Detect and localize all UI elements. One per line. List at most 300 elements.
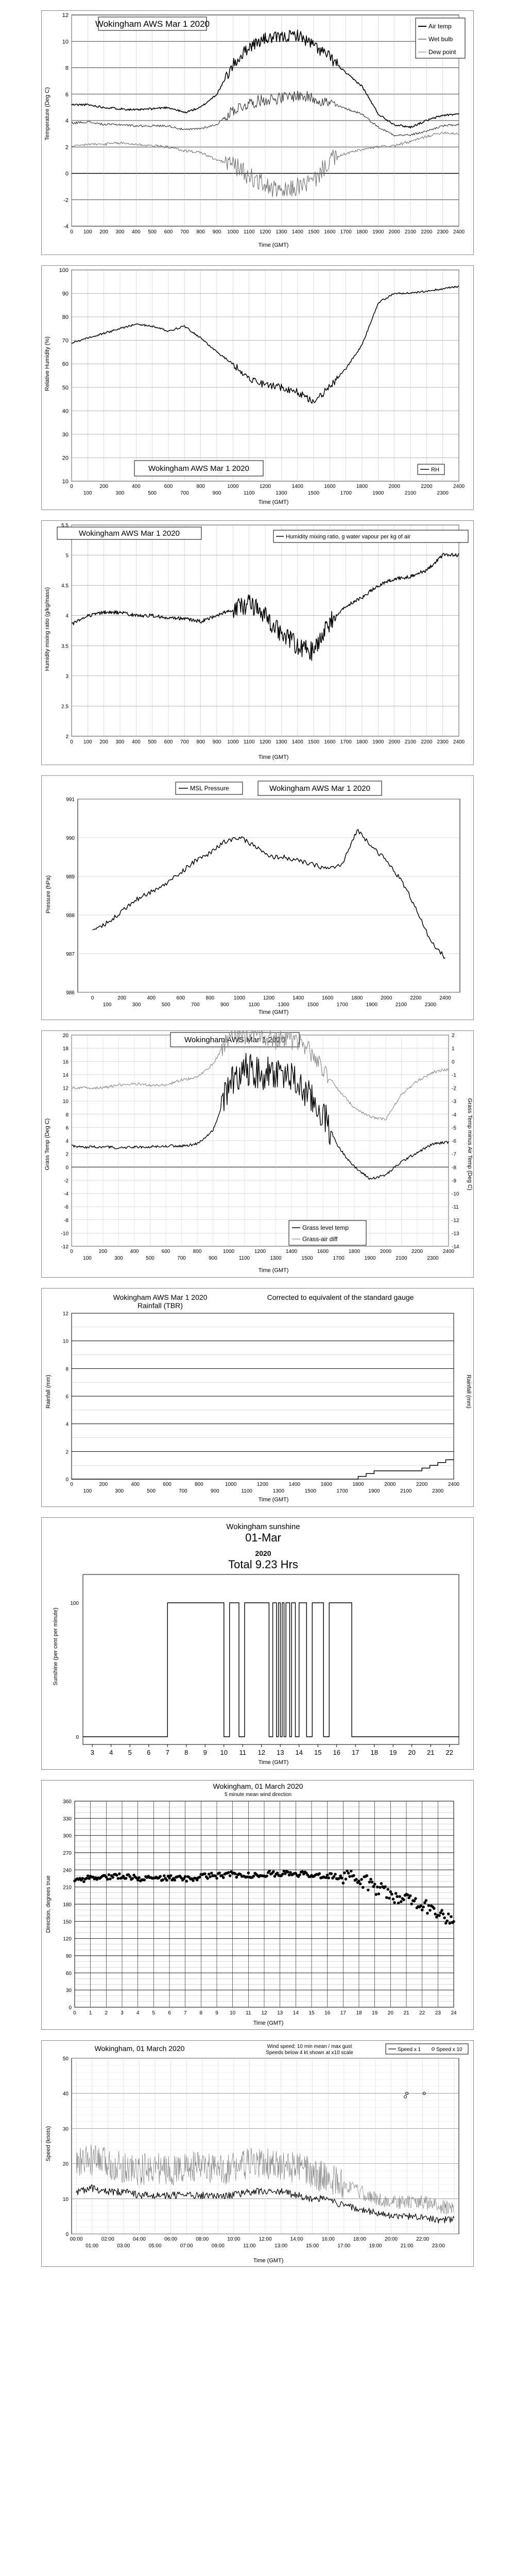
x-tick-label: 500	[147, 1488, 156, 1494]
direction-point	[428, 1909, 432, 1912]
x-tick-label: 2400	[453, 229, 465, 235]
x-tick-label: 1000	[227, 229, 239, 235]
direction-point	[371, 1880, 374, 1884]
sunshine-total: Total 9.23 Hrs	[228, 1558, 298, 1571]
x-tick-label: 1700	[340, 229, 352, 235]
legend-label-speed-x1: Speed x 1	[398, 2047, 421, 2053]
mixing-ratio-chart	[42, 521, 473, 765]
x-tick-label: 1300	[276, 229, 287, 235]
x-tick-label: 200	[99, 739, 109, 745]
x-tick-label: 9	[203, 1749, 207, 1756]
direction-point	[377, 1892, 381, 1895]
direction-point	[409, 1894, 412, 1897]
x-tick-label: 1600	[324, 484, 336, 489]
x-tick-label: 1600	[320, 1482, 332, 1487]
x-tick-label: 800	[205, 995, 215, 1001]
x-tick-label: 500	[148, 490, 157, 496]
y-tick-label: 30	[62, 431, 68, 438]
x-tick-label: 1600	[324, 229, 336, 235]
x-tick-label: 1400	[292, 995, 304, 1001]
direction-point	[421, 1908, 424, 1911]
x-tick-label: 12	[258, 1749, 265, 1756]
direction-point	[165, 1879, 168, 1882]
direction-point	[385, 1896, 388, 1899]
y-tick-label: -6	[64, 1205, 68, 1211]
x-tick-label: 23	[435, 2010, 441, 2016]
x-tick-label: 200	[117, 995, 126, 1001]
x-tick-label: 20	[387, 2010, 393, 2016]
y2-tick-label: -13	[452, 1231, 459, 1237]
y-tick-label: 20	[62, 1033, 68, 1039]
x-tick-label: 1800	[351, 995, 363, 1001]
x-tick-label: 1800	[352, 1482, 364, 1487]
y-tick-label: 30	[62, 2126, 68, 2132]
direction-point	[384, 1885, 387, 1888]
legend-label-rh: RH	[431, 467, 439, 473]
x-tick-label: 02:00	[101, 2236, 114, 2242]
x-tick-label: 1600	[317, 1249, 329, 1255]
x-tick-label: 2300	[437, 490, 449, 496]
x-tick-label: 2200	[411, 1249, 423, 1255]
y-tick-label: 270	[63, 1851, 72, 1856]
direction-point	[324, 1876, 328, 1879]
x-tick-label: 1100	[243, 739, 255, 745]
x-tick-label: 100	[83, 1488, 92, 1494]
direction-point	[215, 1877, 218, 1880]
chart-title: Wokingham AWS Mar 1 2020	[79, 529, 180, 538]
x-tick-label: 21:00	[400, 2243, 414, 2249]
y-tick-label: 0	[65, 2232, 68, 2238]
y-tick-label: 991	[66, 797, 75, 803]
x-tick-label: 100	[83, 490, 92, 496]
x-tick-label: 5	[152, 2010, 156, 2016]
x-axis-label: Time (GMT)	[253, 2020, 284, 2026]
y2-tick-label: -6	[452, 1139, 456, 1144]
x-tick-label: 01:00	[85, 2243, 99, 2249]
y-axis-label: Humidity mixing ratio (g/kg/mass)	[44, 587, 50, 671]
y-tick-label: 16	[62, 1059, 68, 1065]
y2-tick-label: -9	[452, 1178, 456, 1184]
x-tick-label: 1300	[270, 1256, 282, 1261]
x-tick-label: 4	[136, 2010, 140, 2016]
x-tick-label: 400	[131, 739, 141, 745]
x-tick-label: 1500	[307, 229, 320, 235]
direction-point	[360, 1878, 363, 1881]
y-tick-label: 4	[65, 1139, 68, 1144]
x-tick-label: 15	[308, 2010, 315, 2016]
direction-point	[206, 1877, 209, 1880]
x-tick-label: 19:00	[369, 2243, 382, 2249]
x-tick-label: 1400	[291, 484, 303, 489]
y-tick-label: 40	[62, 408, 68, 415]
x-tick-label: 900	[210, 1488, 219, 1494]
x-tick-label: 200	[98, 1249, 108, 1255]
legend	[289, 1221, 366, 1245]
x-tick-label: 2000	[388, 739, 400, 745]
x-tick-label: 800	[194, 1482, 203, 1487]
x-tick-label: 1500	[307, 490, 320, 496]
chart-subtitle-line2: Speeds below 4 kt shown at x10 scale	[266, 2050, 353, 2056]
x-tick-label: 20:00	[385, 2236, 398, 2242]
direction-point	[234, 1872, 237, 1875]
x-tick-label: 19	[389, 1749, 397, 1756]
x-tick-label: 1000	[233, 995, 246, 1001]
x-tick-label: 1500	[301, 1256, 313, 1261]
y-tick-label: 2	[65, 1151, 68, 1158]
y-axis-label: Rainfall (mm)	[45, 1375, 52, 1409]
x-tick-label: 600	[164, 484, 173, 489]
direction-point	[209, 1875, 212, 1878]
y-tick-label: 8	[65, 1366, 68, 1372]
legend-label-grass-temp: Grass level temp	[302, 1224, 349, 1231]
direction-point	[367, 1889, 370, 1892]
direction-point	[247, 1872, 250, 1875]
y-tick-label: 300	[63, 1833, 72, 1839]
x-tick-label: 300	[115, 490, 125, 496]
y-tick-label: 8	[65, 1112, 68, 1118]
direction-point	[330, 1872, 333, 1875]
direction-point	[390, 1893, 393, 1896]
x-tick-label: 900	[209, 1256, 217, 1261]
y-tick-label: 80	[62, 314, 68, 321]
direction-point	[340, 1877, 344, 1880]
x-tick-label: 7	[183, 2010, 187, 2016]
x-tick-label: 2300	[432, 1488, 444, 1494]
legend	[273, 530, 468, 543]
x-tick-label: 200	[99, 1482, 108, 1487]
x-tick-label: 2400	[453, 484, 465, 489]
x-tick-label: 18:00	[353, 2236, 366, 2242]
x-tick-label: 1500	[304, 1488, 316, 1494]
x-tick-label: 0	[70, 739, 73, 745]
x-tick-label: 1100	[238, 1256, 250, 1261]
x-tick-label: 600	[161, 1249, 170, 1255]
direction-point	[422, 1906, 425, 1909]
direction-point	[115, 1874, 118, 1877]
x-tick-label: 2000	[380, 1249, 392, 1255]
y-tick-label: -8	[64, 1217, 68, 1224]
x-tick-label: 1900	[368, 1488, 380, 1494]
y2-tick-label: -10	[452, 1191, 459, 1197]
x-tick-label: 1200	[259, 739, 271, 745]
y-axis-label: Temperature (Deg C)	[44, 87, 50, 141]
x-tick-label: 600	[164, 739, 173, 745]
chart-title: Wokingham AWS Mar 1 2020	[269, 784, 370, 793]
direction-point	[414, 1897, 417, 1900]
x-tick-label: 21	[403, 2010, 409, 2016]
y-tick-label: 0	[65, 1165, 68, 1171]
y-tick-label: 988	[66, 913, 75, 919]
x-tick-label: 1700	[336, 1488, 348, 1494]
y-tick-label: 18	[62, 1046, 68, 1052]
x-tick-label: 100	[83, 739, 92, 745]
x-tick-label: 10	[230, 2010, 236, 2016]
direction-point	[203, 1872, 207, 1875]
x-tick-label: 2000	[388, 484, 400, 489]
direction-point	[440, 1909, 443, 1912]
direction-point	[389, 1890, 392, 1893]
x-tick-label: 300	[115, 229, 125, 235]
y-tick-label: 4.5	[61, 583, 68, 589]
x-tick-label: 100	[102, 1002, 112, 1008]
direction-point	[288, 1874, 291, 1877]
direction-point	[192, 1879, 195, 1882]
direction-point	[138, 1876, 141, 1879]
y-tick-label: 330	[63, 1816, 72, 1822]
direction-point	[235, 1876, 238, 1879]
x-tick-label: 3	[90, 1749, 94, 1756]
x-tick-label: 14:00	[290, 2236, 303, 2242]
direction-point	[338, 1877, 341, 1880]
x-tick-label: 800	[193, 1249, 202, 1255]
legend	[416, 18, 465, 58]
y-tick-label: 0	[65, 171, 68, 177]
x-tick-label: 1700	[340, 490, 352, 496]
x-tick-label: 1700	[340, 739, 352, 745]
correction-note: Corrected to equivalent of the standard gauge	[267, 1293, 414, 1301]
y-tick-label: 30	[65, 1988, 72, 1994]
x-tick-label: 200	[99, 484, 109, 489]
y-tick-label: 10	[62, 39, 68, 45]
x-tick-label: 1200	[254, 1249, 266, 1255]
pressure-chart-panel	[41, 775, 474, 1020]
x-tick-label: 1300	[276, 739, 287, 745]
chart-subtitle: Rainfall (TBR)	[138, 1301, 183, 1310]
y-tick-label: 12	[62, 1311, 68, 1317]
direction-point	[169, 1874, 173, 1877]
y-axis-label: Pressure (hPa)	[45, 875, 52, 913]
direction-point	[185, 1880, 188, 1883]
direction-point	[109, 1877, 112, 1880]
direction-point	[125, 1877, 128, 1880]
x-tick-label: 500	[148, 229, 157, 235]
x-tick-label: 9	[215, 2010, 218, 2016]
x-tick-label: 2400	[448, 1482, 460, 1487]
x-tick-label: 1400	[285, 1249, 298, 1255]
y-tick-label: -4	[63, 224, 68, 230]
x-axis-label: Time (GMT)	[258, 242, 289, 248]
x-tick-label: 18	[370, 1749, 378, 1756]
x-tick-label: 12	[261, 2010, 267, 2016]
direction-point	[334, 1873, 337, 1876]
legend-label-dew-point: Dew point	[428, 48, 456, 56]
x-tick-label: 2100	[404, 490, 417, 496]
x-tick-label: 3	[121, 2010, 124, 2016]
direction-point	[342, 1882, 345, 1885]
y2-tick-label: -12	[452, 1217, 459, 1224]
chart-title: Wokingham sunshine	[226, 1522, 300, 1531]
wind-direction-chart-panel	[41, 1780, 474, 2030]
y-tick-label: 3	[65, 673, 68, 680]
x-tick-label: 13	[277, 2010, 283, 2016]
direction-point	[118, 1872, 121, 1875]
y-tick-label: 987	[66, 952, 75, 957]
x-tick-label: 2	[105, 2010, 108, 2016]
plot-frame	[83, 1574, 459, 1744]
direction-point	[198, 1876, 201, 1879]
x-tick-label: 12:00	[259, 2236, 272, 2242]
x-tick-label: 700	[191, 1002, 200, 1008]
x-tick-label: 14	[295, 1749, 303, 1756]
plot-frame	[78, 799, 460, 992]
x-tick-label: 16	[324, 2010, 331, 2016]
y2-tick-label: -2	[452, 1086, 456, 1092]
x-tick-label: 300	[114, 1256, 123, 1261]
direction-point	[210, 1872, 213, 1875]
y-tick-label: 60	[65, 1971, 72, 1977]
x-tick-label: 1500	[307, 1002, 319, 1008]
y-tick-label: 10	[62, 1099, 68, 1105]
x-tick-label: 22:00	[416, 2236, 430, 2242]
direction-point	[326, 1874, 329, 1877]
chart-plot-area	[78, 799, 460, 992]
x-tick-label: 1900	[372, 229, 384, 235]
x-tick-label: 17:00	[337, 2243, 351, 2249]
x-axis-label: Time (GMT)	[258, 1759, 289, 1766]
y-tick-label: 0	[76, 1735, 79, 1740]
x-tick-label: 800	[196, 484, 205, 489]
x-tick-label: 800	[196, 739, 205, 745]
x-tick-label: 24	[451, 2010, 457, 2016]
direction-point	[265, 1875, 268, 1878]
x-tick-label: 16	[333, 1749, 340, 1756]
y-tick-label: 240	[63, 1868, 72, 1874]
x-tick-label: 19	[372, 2010, 378, 2016]
direction-point	[393, 1901, 396, 1904]
direction-point	[402, 1899, 405, 1902]
x-tick-label: 400	[131, 1482, 140, 1487]
y-tick-label: 4	[65, 613, 68, 619]
y-tick-label: 3.5	[61, 643, 68, 650]
direction-point	[222, 1876, 225, 1879]
x-tick-label: 900	[212, 229, 221, 235]
chart-title: Wokingham AWS Mar 1 2020	[95, 19, 210, 29]
x-tick-label: 900	[212, 739, 221, 745]
direction-point	[286, 1871, 289, 1874]
direction-point	[214, 1874, 217, 1877]
x-tick-label: 1400	[291, 229, 303, 235]
y-tick-label: 50	[62, 384, 68, 391]
direction-point	[438, 1914, 441, 1917]
sunshine-chart	[42, 1518, 473, 1769]
y2-tick-label: -1	[452, 1072, 456, 1078]
x-tick-label: 10:00	[227, 2236, 241, 2242]
direction-point	[345, 1878, 348, 1881]
x-tick-label: 1800	[356, 229, 368, 235]
x-tick-label: 08:00	[196, 2236, 209, 2242]
x-tick-label: 900	[220, 1002, 229, 1008]
x-tick-label: 17	[352, 1749, 359, 1756]
y2-tick-label: 0	[452, 1059, 455, 1065]
x-tick-label: 300	[132, 1002, 141, 1008]
legend	[418, 464, 444, 474]
direction-point	[327, 1876, 330, 1879]
x-tick-label: 600	[163, 1482, 171, 1487]
x-tick-label: 22	[419, 2010, 425, 2016]
x-tick-label: 04:00	[132, 2236, 146, 2242]
x-tick-label: 1000	[225, 1482, 237, 1487]
x-tick-label: 2100	[396, 1256, 407, 1261]
temperature-chart	[42, 11, 473, 255]
x-tick-label: 21	[427, 1749, 435, 1756]
direction-point	[163, 1874, 166, 1877]
x-tick-label: 1300	[278, 1002, 289, 1008]
legend-label-air-temp: Air temp	[428, 23, 452, 30]
x-tick-label: 400	[131, 229, 141, 235]
y2-tick-label: 1	[452, 1046, 455, 1052]
x-axis-label: Time (GMT)	[253, 2258, 284, 2264]
y-tick-label: -4	[64, 1191, 68, 1197]
y-tick-label: 2	[65, 1449, 68, 1455]
x-tick-label: 07:00	[180, 2243, 193, 2249]
direction-point	[426, 1912, 429, 1915]
y-tick-label: 4	[65, 1421, 68, 1428]
direction-point	[131, 1877, 134, 1880]
x-tick-label: 1800	[356, 739, 368, 745]
y-tick-label: 90	[65, 1954, 72, 1959]
x-tick-label: 2300	[427, 1256, 439, 1261]
sunshine-chart-panel	[41, 1517, 474, 1770]
direction-point	[434, 1912, 437, 1916]
direction-point	[352, 1874, 355, 1877]
pressure-chart	[42, 776, 473, 1020]
y-tick-label: 100	[59, 267, 68, 274]
direction-point	[246, 1875, 249, 1878]
y-tick-label: 12	[62, 1086, 68, 1092]
y-tick-label: 10	[62, 479, 68, 485]
x-tick-label: 0	[73, 2010, 76, 2016]
x-tick-label: 1900	[372, 490, 384, 496]
x-tick-label: 500	[148, 739, 157, 745]
x-tick-label: 2300	[437, 229, 449, 235]
direction-point	[359, 1883, 362, 1886]
direction-point	[419, 1905, 422, 1908]
x-tick-label: 22	[445, 1749, 453, 1756]
direction-point	[350, 1870, 353, 1873]
y-tick-label: 12	[62, 12, 68, 19]
direction-point	[108, 1873, 111, 1876]
x-tick-label: 900	[212, 490, 221, 496]
rainfall-chart	[42, 1289, 473, 1506]
direction-point	[388, 1897, 391, 1900]
direction-point	[106, 1878, 109, 1881]
x-tick-label: 200	[99, 229, 109, 235]
y-tick-label: -12	[61, 1244, 68, 1250]
x-tick-label: 13:00	[274, 2243, 288, 2249]
x-tick-label: 6	[168, 2010, 171, 2016]
x-tick-label: 100	[83, 229, 92, 235]
direction-point	[184, 1875, 187, 1878]
direction-point	[447, 1912, 450, 1916]
direction-point	[398, 1895, 401, 1898]
x-tick-label: 700	[180, 739, 189, 745]
direction-point	[386, 1888, 389, 1891]
x-tick-label: 1400	[288, 1482, 300, 1487]
x-tick-label: 2400	[439, 995, 451, 1001]
wind-speed-chart	[42, 2041, 473, 2266]
direction-point	[394, 1892, 398, 1895]
y-tick-label: 14	[62, 1072, 68, 1078]
x-tick-label: 1700	[336, 1002, 348, 1008]
direction-point	[397, 1902, 400, 1905]
direction-point	[343, 1871, 346, 1874]
x-tick-label: 2300	[424, 1002, 437, 1008]
x-tick-label: 600	[164, 229, 173, 235]
legend-label-mixing-ratio: Humidity mixing ratio, g water vapour per kg of air	[286, 534, 411, 540]
chart-title: Wokingham, 01 March 2020	[94, 2044, 185, 2053]
y-tick-label: 0	[65, 1477, 68, 1483]
chart-plot-area	[83, 1574, 459, 1747]
